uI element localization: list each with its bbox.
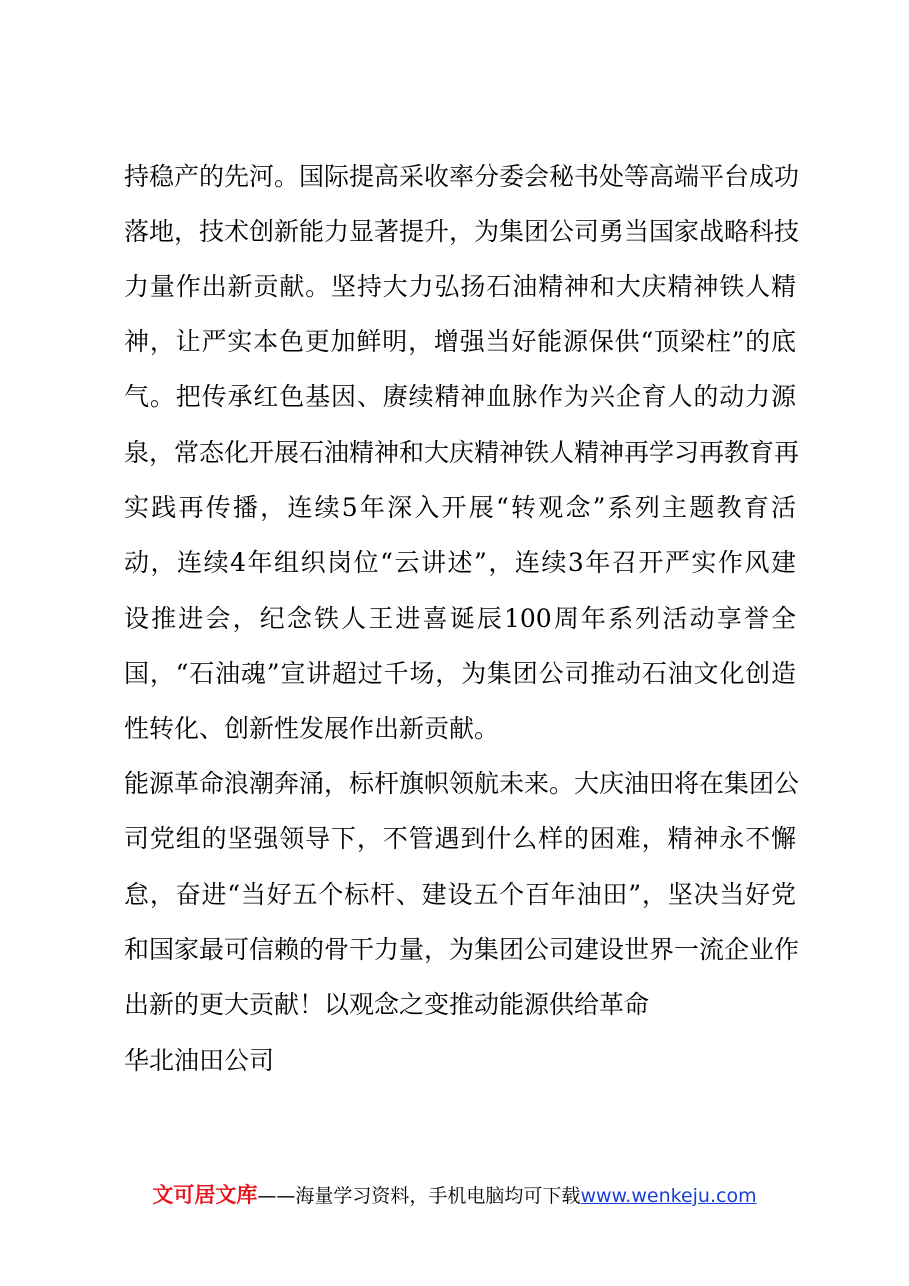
text-line: 泉，常态化开展石油精神和大庆精神铁人精神再学习再教育再 bbox=[124, 438, 800, 467]
brand-name: 文可居文库 bbox=[152, 1183, 258, 1207]
text-line: 设推进会，纪念铁人王进喜诞辰100周年系列活动享誉全 bbox=[124, 604, 796, 633]
text-line: 动，连续4年组织岗位“云讲述”，连续3年召开严实作风建 bbox=[124, 548, 796, 577]
text-line: 能源革命浪潮奔涌，标杆旗帜领航未来。大庆油田将在集团公 bbox=[124, 769, 800, 798]
text-line: 持稳产的先河。国际提高采收率分委会秘书处等高端平台成功 bbox=[124, 162, 800, 191]
text-line: 实践再传播，连续5年深入开展“转观念”系列主题教育活 bbox=[124, 493, 796, 522]
text-line: 落地，技术创新能力显著提升，为集团公司勇当国家战略科技 bbox=[124, 217, 800, 246]
text-line: 气。把传承红色基因、赓续精神血脉作为兴企育人的动力源 bbox=[124, 382, 796, 411]
footer-banner bbox=[0, 1181, 909, 1210]
text-line: 和国家最可信赖的骨干力量，为集团公司建设世界一流企业作 bbox=[124, 935, 800, 964]
text-line: 性转化、创新性发展作出新贡献。 bbox=[124, 714, 500, 743]
text-line: 出新的更大贡献！以观念之变推动能源供给革命 bbox=[124, 990, 650, 1019]
footer-link[interactable]: www.wenkeju.com bbox=[580, 1185, 757, 1207]
text-line: 国，“石油魂”宣讲超过千场，为集团公司推动石油文化创造 bbox=[124, 659, 796, 688]
text-line: 力量作出新贡献。坚持大力弘扬石油精神和大庆精神铁人精 bbox=[124, 272, 796, 301]
footer-tagline: ——海量学习资料，手机电脑均可下载 bbox=[257, 1185, 581, 1207]
text-line: 怠，奋进“当好五个标杆、建设五个百年油田”，坚决当好党 bbox=[124, 880, 796, 909]
text-line: 神，让严实本色更加鲜明，增强当好能源保供“顶梁柱”的底 bbox=[124, 327, 796, 356]
text-line: 司党组的坚强领导下，不管遇到什么样的困难，精神永不懈 bbox=[124, 824, 796, 853]
section-heading: 华北油田公司 bbox=[124, 1046, 275, 1075]
